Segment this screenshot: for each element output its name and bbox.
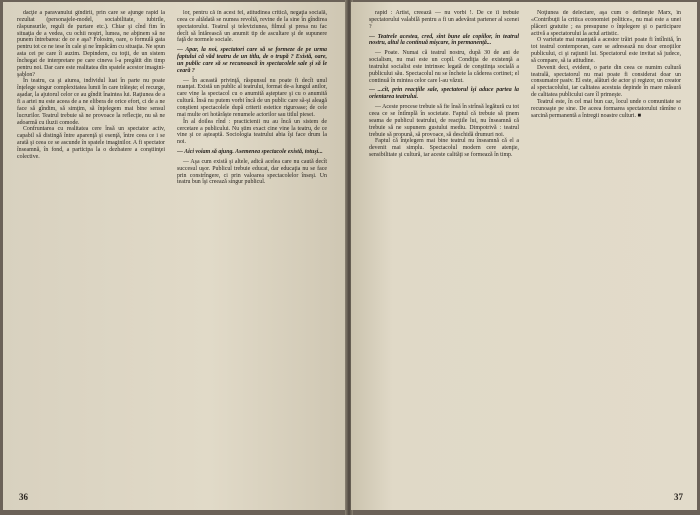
paragraph: În al doilea rînd : practicienii nu au încă un sistem de cercetare a publicului. Nu ştim exact cine vine la teatru, de ce vine şi ce aşteaptă. Sociologia teatrului abia îşi face drum la noi. — [177, 118, 327, 146]
paragraph: — Aşa cum există şi altele, adică acelea care nu caută decît succesul uşor. Publicul trebuie educat, dar educaţia nu se face prin constrîngere, ci prin valoarea spectacolelor înseşi. Un teatru bun îşi creează singur publicul. — [177, 158, 327, 186]
page-number-left: 36 — [19, 492, 28, 502]
interview-question: — Aici voiam să ajung. Asemenea spectacole există, totuşi... — [177, 149, 323, 156]
paragraph: Noţiunea de delectare, aşa cum o defineşte Marx, în «Contribuţii la critica economiei politice», nu mai este a unei plăceri gratuite ; ea presupune o înţelegere şi o participare activă a spectatorului la actul artistic. — [531, 10, 681, 37]
left-page — [3, 2, 347, 510]
paragraph: rapid : Artist, creează — nu vorbi !. De ce îi trebuie spectatorului valabilă pentru a fi un adevărat partener al scenei ? — [369, 10, 519, 30]
paragraph: Teatrul este, în cel mai bun caz, locul unde o comunitate se recunoaşte pe sine. De aceea formarea spectatorului rămîne o sarcină permanentă a întregii noastre culturi. ■ — [531, 98, 681, 119]
paragraph: Faptul că înţelegem mai bine teatrul nu înseamnă că el a devenit mai simplu. Spectacolul modern cere atenţie, sensibilitate şi cultură, iar aceste calităţi se formează în timp. — [369, 138, 519, 159]
paragraph: Devenit deci, evident, o parte din ceea ce numim cultură teatrală, spectatorul nu mai poate fi considerat doar un consumator pasiv. El este, alături de actor şi regizor, un creator al spectacolului, iar calitatea acestuia depinde în mare măsură de calitatea publicului care îl primeşte. — [531, 64, 681, 99]
paragraph: Confruntarea cu realitatea cere însă un spectator activ, capabil să distingă între aparenţă şi esenţă, între ceea ce i se arată şi ceea ce se ascunde în spatele imaginilor. A fi spectator înseamnă, în fond, a participa la o dezbatere a conştiinţei colective. — [17, 126, 165, 160]
right-page — [351, 2, 697, 510]
paragraph: — În această privinţă, răspunsul nu poate fi decît unul nuanţat. Există un public al teatrului, format de-a lungul anilor, care vine la spectacol cu o anumită aşteptare şi cu o anumită cultură. Însă nu putem vorbi încă de un public care să-şi aleagă conştient spectacolele după criterii estetice riguroase; de cele mai multe ori hotărăşte renumele actorilor sau titlul piesei. — [177, 77, 327, 118]
paragraph: lor, pentru că în acest fel, atitudinea critică, negaţia socială, ceea ce altădată se numea revoltă, revine de la sine în gîndirea spectatorului. Teatrul şi televiziunea, filmul şi presa nu fac decît să întărească un anumit tip de ascultare şi de supunere faţă de normele sociale. — [177, 10, 327, 44]
paragraph: — Aceste procese trebuie să fie însă în strînsă legătură cu tot ceea ce se întîmplă în societate. Faptul că trebuie să ţinem seama de publicul teatrului, de reacţiile lui, nu înseamnă că trebuie să ne supunem gustului mediu. Dimpotrivă : teatrul trebuie să propună, să provoace, să deschidă drumuri noi. — [369, 104, 519, 138]
page-number-right: 37 — [674, 492, 683, 502]
right-page-column-2 — [531, 10, 681, 120]
interview-question: — Teatrele acestea, cred, sînt bune ale copiilor, în teatrul nostru, altul la continuă mişcare, în permanenţă... — [369, 33, 519, 47]
paragraph: O varietate mai nuanţată a acestor trăiri poate fi întîlnită, în tot teatrul contemporan, care se adresează nu doar emoţiilor publicului, ci şi raţiunii lui. Spectatorul este invitat să judece, să compare, să ia atitudine. — [531, 37, 681, 64]
left-page-column-1 — [17, 10, 165, 161]
left-page-column-2 — [177, 10, 327, 186]
paragraph: dacţie a paravanului gîndirii, prin care se ajunge rapid la rezultat (personajele-model, sociabilitate, iubirile, răspunsurile, reguli de purtare etc.). Chiar şi cînd fim în situaţia de a vedea, cu ochii noştri, lumea, ne abţinem să ne punem întrebarea: de ce e aşa? Folosim, oare, o formulă gata pentru tot ce ne iese în cale şi ne împăcăm cu situaţia. Ne spun asta cei pe care îi auzim. Depindem, cu toţii, de un sistem închegat de interpretare pe care cineva l-a pregătit din timp pentru noi. Dar care este realitatea din spatele acestor imagini-şablon? — [17, 10, 165, 78]
right-page-column-1 — [369, 10, 519, 159]
interview-question: — Apar, la noi, spectatori care să se formeze de pe urma faptului că văd teatru de un titlu, de o trupă ? Există, oare, un public care să se recunoască în spectacolele sale şi să le ceară ? — [177, 47, 327, 74]
interview-question: — ...cît, prin reacţiile sale, spectatorul îşi aduce partea la orientarea teatrului. — [369, 87, 519, 101]
paragraph: — Poate. Numai că teatrul nostru, după 30 de ani de socialism, nu mai este un copil. Condiţia de existenţă a teatrului socialist este intrinsec legată de conştiinţa socială a publicului său. Spectacolul nu se încheie la căderea cortinei; el continuă în mintea celor care l-au văzut. — [369, 50, 519, 84]
paragraph: În teatru, ca şi aiurea, individul luat în parte nu poate înţelege singur complexitatea lumii în care trăieşte; el recurge, aşadar, la ajutorul celor ce au gîndit înaintea lui. Raţiunea de a fi a artei nu este aceea de a ne elibera de orice efort, ci de a ne face să gîndim, să simţim, să înţelegem mai bine sensul lucrurilor. Teatrul trebuie să ne provoace la reflecţie, nu să ne adoarmă cu iluzii comode. — [17, 78, 165, 126]
